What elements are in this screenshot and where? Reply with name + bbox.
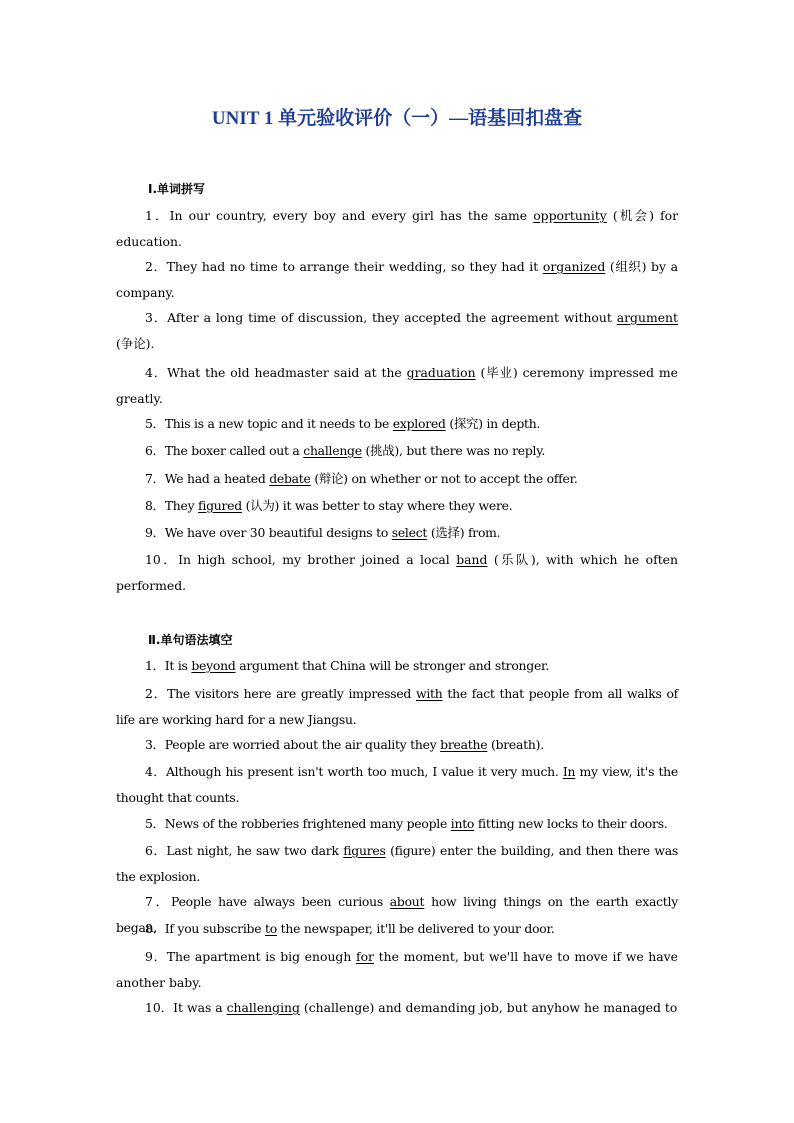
item-text: (选择) from. <box>427 525 501 540</box>
item-text: (breath). <box>487 737 544 752</box>
answer-text: into <box>450 816 475 831</box>
answer-text: about <box>389 894 425 909</box>
item-text: fitting new locks to their doors. <box>474 816 668 831</box>
item-text: 9．The apartment is big enough <box>145 949 356 964</box>
exercise-item <box>116 360 678 412</box>
answer-text: figures <box>343 843 386 858</box>
item-text: 10．It was a <box>145 1000 227 1015</box>
item-text: 6．Last night, he saw two dark <box>145 843 344 858</box>
item-text: (探究) in depth. <box>445 416 541 431</box>
item-text: (挑战), but there was no reply. <box>361 443 546 458</box>
exercise-item <box>116 305 678 357</box>
item-text: 2．They had no time to arrange their wedding, so they had it <box>145 259 543 274</box>
answer-text: graduation <box>406 365 476 380</box>
item-text: 7．People have always been curious <box>145 894 390 909</box>
answer-text: argument <box>616 310 678 325</box>
answer-text: debate <box>269 471 311 486</box>
item-text: 8．If you subscribe <box>145 921 265 936</box>
answer-text: with <box>415 686 443 701</box>
item-text: the newspaper, it'll be delivered to your door. <box>276 921 555 936</box>
answer-text: opportunity <box>533 208 607 223</box>
exercise-item <box>116 653 678 679</box>
exercise-item <box>116 916 678 942</box>
exercise-item <box>116 759 678 811</box>
item-text: 10．In high school, my brother joined a local <box>145 552 457 567</box>
item-text: 2．The visitors here are greatly impressed <box>145 686 416 701</box>
answer-text: organized <box>542 259 606 274</box>
exercise-item <box>116 493 678 519</box>
exercise-item <box>116 838 678 890</box>
answer-text: challenge <box>303 443 362 458</box>
exercise-item <box>116 203 678 255</box>
item-text: 7．We had a heated <box>145 471 270 486</box>
answer-text: figured <box>198 498 242 513</box>
exercise-item <box>116 681 678 733</box>
item-text: (机会) for education. <box>116 208 679 249</box>
item-text: 6．The boxer called out a <box>145 443 304 458</box>
exercise-item <box>116 944 678 996</box>
item-text: (认为) it was better to stay where they were. <box>241 498 513 513</box>
answer-text: to <box>264 921 277 936</box>
item-text: the fact that people from all walks of life are working hard for a new Jiangsu. <box>116 686 678 727</box>
item-text: (乐队), with which he often performed. <box>116 552 678 593</box>
item-text: (毕业) ceremony impressed me greatly. <box>116 365 678 406</box>
item-text: my view, it's the thought that counts. <box>116 764 678 805</box>
item-text: 4．Although his present isn't worth too much, I value it very much. <box>145 764 563 779</box>
answer-text: challenging <box>226 1000 300 1015</box>
item-text: 5．News of the robberies frightened many people <box>145 816 451 831</box>
exercise-item <box>116 466 678 492</box>
item-text: (figure) enter the building, and then there was the explosion. <box>116 843 678 884</box>
item-text: (组织) by a company. <box>116 259 678 300</box>
item-text: 5．This is a new topic and it needs to be <box>145 416 393 431</box>
item-text: 3．People are worried about the air quality they <box>145 737 441 752</box>
item-text: 9．We have over 30 beautiful designs to <box>145 525 392 540</box>
item-text: 8．They <box>145 498 199 513</box>
exercise-item <box>116 254 678 306</box>
answer-text: In <box>562 764 576 779</box>
exercise-item <box>116 438 678 464</box>
item-text: argument that China will be stronger and stronger. <box>235 658 550 673</box>
answer-text: band <box>456 552 488 567</box>
item-text: (辩论) on whether or not to accept the offer. <box>310 471 578 486</box>
answer-text: for <box>356 949 374 964</box>
exercise-item <box>116 811 678 837</box>
item-text: (challenge) and demanding job, but anyhow he managed to <box>299 1000 678 1015</box>
item-text: 4．What the old headmaster said at the <box>145 365 407 380</box>
item-text: 3．After a long time of discussion, they accepted the agreement without <box>145 310 617 325</box>
item-text: the moment, but we'll have to move if we have another baby. <box>116 949 678 990</box>
exercise-item <box>116 411 678 437</box>
exercise-item <box>116 520 678 546</box>
answer-text: select <box>391 525 428 540</box>
exercise-item <box>116 995 678 1021</box>
item-text: how living things on the earth exactly began. <box>116 894 678 935</box>
answer-text: breathe <box>440 737 488 752</box>
page-title: UNIT 1 单元验收评价（一）—语基回扣盘查 <box>211 108 583 129</box>
answer-text: beyond <box>191 658 236 673</box>
section-heading-spelling: Ⅰ.单词拼写 <box>148 182 206 196</box>
exercise-item <box>116 547 678 599</box>
answer-text: explored <box>392 416 446 431</box>
item-text: 1．In our country, every boy and every girl has the same <box>145 208 534 223</box>
item-text: 1．It is <box>145 658 192 673</box>
section-heading-grammar: Ⅱ.单句语法填空 <box>148 633 233 647</box>
item-text: (争论). <box>116 336 155 351</box>
exercise-item <box>116 732 678 758</box>
